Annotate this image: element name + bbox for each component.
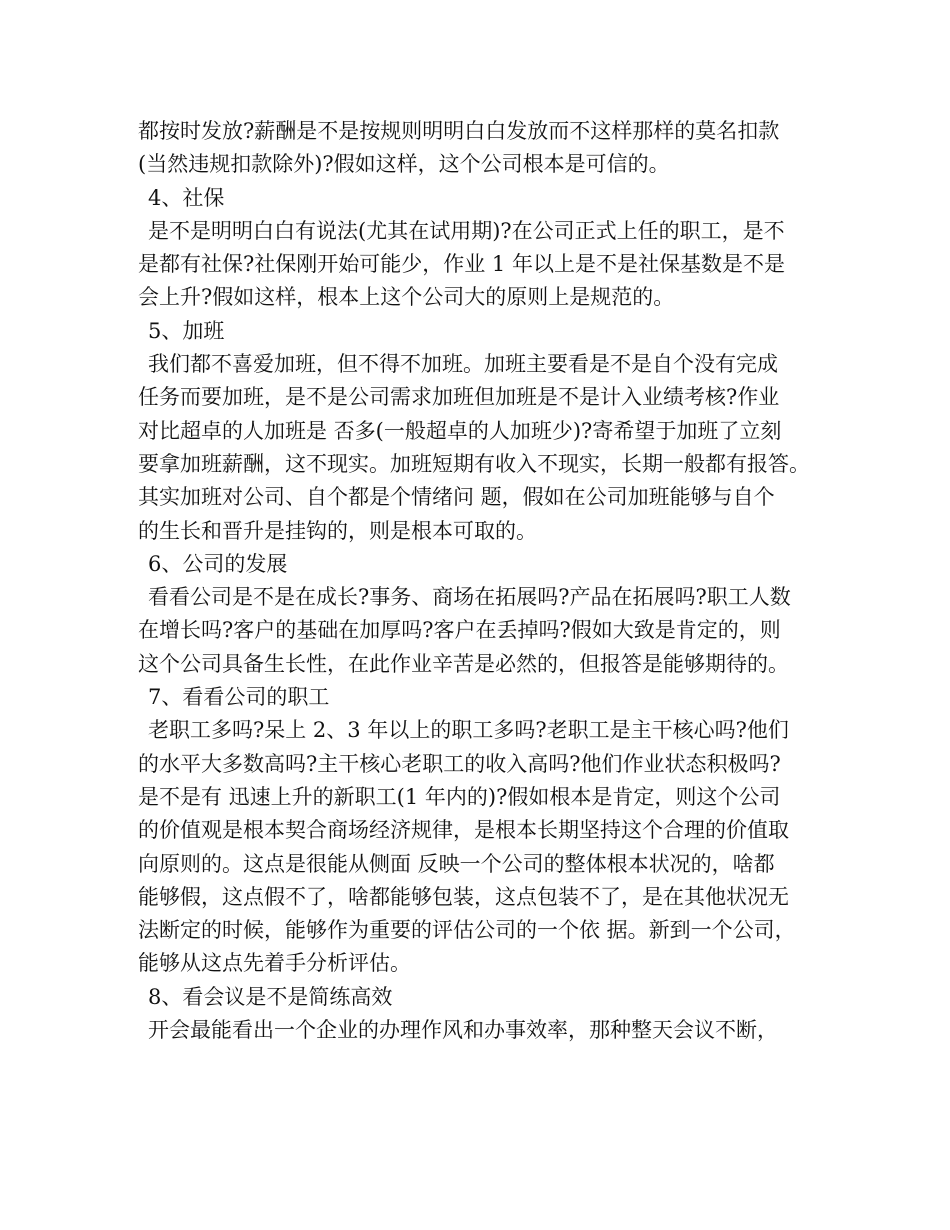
section-heading-meetings: 8、看会议是不是简练高效: [148, 984, 393, 1009]
body-line: 向原则的。这点是很能从侧面 反映一个公司的整体根本状况的，啥都: [138, 851, 775, 876]
document-page: [138, 115, 838, 1047]
body-line: 的生长和晋升是挂钩的，则是根本可取的。: [138, 518, 537, 543]
body-line: 的价值观是根本契合商场经济规律，是根本长期坚持这个合理的价值取: [138, 818, 789, 843]
body-line: 能够从这点先着手分析评估。: [138, 951, 411, 976]
body-line: 看看公司是不是在成长?事务、商场在拓展吗?产品在拓展吗?职工人数: [148, 585, 791, 610]
body-line: 开会最能看出一个企业的办理作风和办事效率，那种整天会议不断，: [148, 1018, 778, 1043]
body-line: 其实加班对公司、自个都是个情绪问 题，假如在公司加班能够与自个: [138, 485, 775, 510]
body-line: 老职工多吗?呆上 2、3 年以上的职工多吗?老职工是主干核心吗?他们: [148, 718, 789, 743]
section-heading-company-staff: 7、看看公司的职工: [148, 685, 330, 710]
body-line: 法断定的时候，能够作为重要的评估公司的一个依 据。新到一个公司，: [138, 918, 796, 943]
section-heading-overtime: 5、加班: [148, 318, 225, 343]
body-line: 是不是有 迅速上升的新职工(1 年内的)?假如根本是肯定，则这个公司: [138, 784, 781, 809]
body-line: 我们都不喜爱加班，但不得不加班。加班主要看是不是自个没有完成: [148, 352, 778, 377]
body-line: 在增长吗?客户的基础在加厚吗?客户在丢掉吗?假如大致是肯定的，则: [138, 618, 781, 643]
body-line: 对比超卓的人加班是 否多(一般超卓的人加班少)?寄希望于加班了立刻: [138, 418, 782, 443]
body-line: 会上升?假如这样，根本上这个公司大的原则上是规范的。: [138, 285, 675, 310]
body-line: 要拿加班薪酬，这不现实。加班短期有收入不现实，长期一般都有报答。: [138, 451, 810, 476]
section-heading-company-development: 6、公司的发展: [148, 551, 288, 576]
body-line: (当然违规扣款除外)?假如这样，这个公司根本是可信的。: [138, 152, 670, 177]
body-line: 能够假，这点假不了，啥都能够包装，这点包装不了，是在其他状况无: [138, 884, 789, 909]
body-line: 任务而要加班，是不是公司需求加班但加班是不是计入业绩考核?作业: [138, 385, 780, 410]
body-line: 是不是明明白白有说法(尤其在试用期)?在公司正式上任的职工，是不: [148, 218, 785, 243]
section-heading-social-insurance: 4、社保: [148, 185, 225, 210]
body-line: 的水平大多数高吗?主干核心老职工的收入高吗?他们作业状态积极吗?: [138, 751, 781, 776]
body-line: 是都有社保?社保刚开始可能少，作业 1 年以上是不是社保基数是不是: [138, 252, 785, 277]
body-line: 都按时发放?薪酬是不是按规则明明白白发放而不这样那样的莫名扣款: [138, 119, 780, 143]
body-line: 这个公司具备生长性，在此作业辛苦是必然的，但报答是能够期待的。: [138, 651, 789, 676]
